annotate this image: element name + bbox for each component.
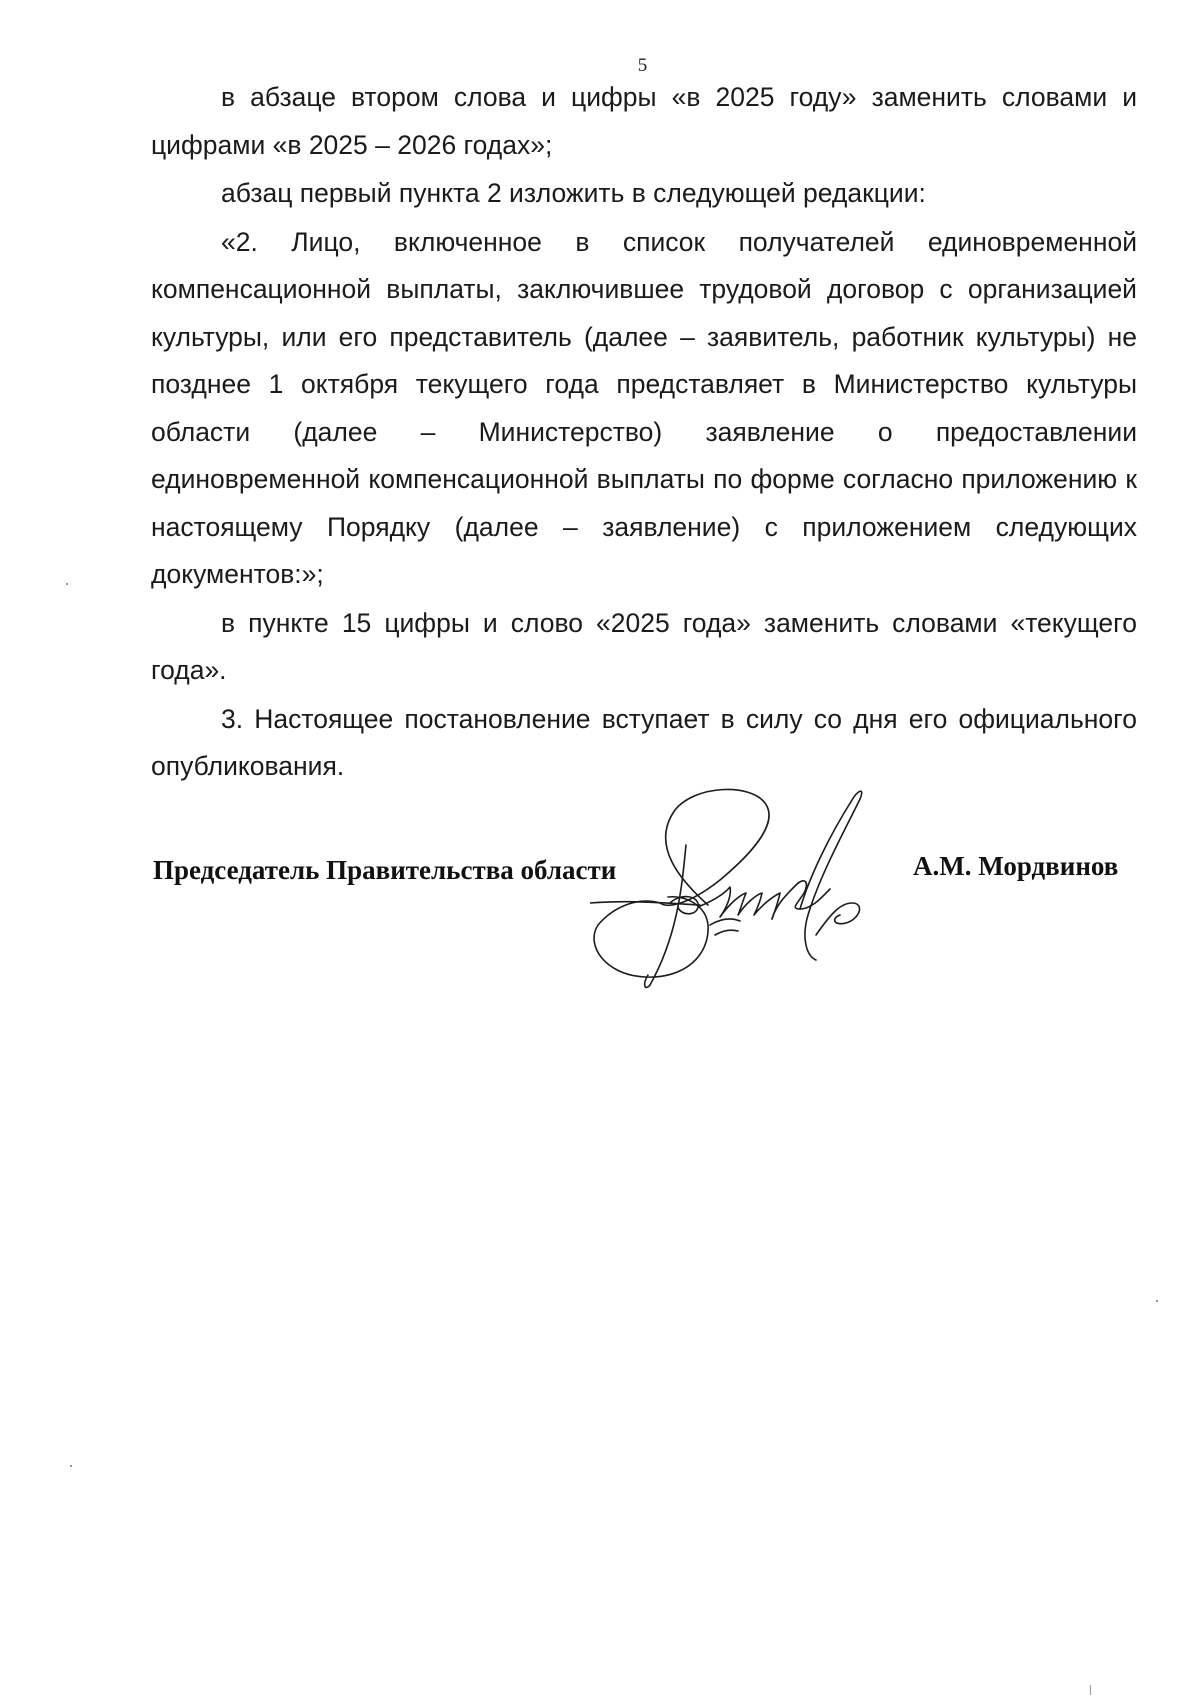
scan-mark	[1090, 1685, 1091, 1695]
handwritten-signature	[590, 785, 920, 995]
paragraph-4: в пункте 15 цифры и слово «2025 года» заменить словами «текущего года».	[151, 607, 1137, 685]
scan-mark	[1156, 1300, 1158, 1302]
scan-mark	[66, 583, 68, 585]
scan-mark	[70, 1465, 72, 1467]
signer-name: А.М. Мордвинов	[913, 851, 1119, 881]
page-number: 5	[637, 55, 648, 76]
paragraph-3: «2. Лицо, включенное в список получателей единовременной компенсационной выплаты, заключившее трудовой договор с организацией культуры, или его представитель (далее – заявитель, работник культуры) не позднее 1 октября текущего года представляет в Министерство культуры области (далее – Министерство) заявление о предоставлении единовременной компенсационной выплаты по форме согласно приложению к настоящему Порядку (далее – заявление) с приложением следующих документов:»;	[151, 226, 1137, 589]
paragraph-1: в абзаце втором слова и цифры «в 2025 году» заменить словами и цифрами «в 2025 – 2026 годах»;	[151, 82, 1137, 160]
document-body	[151, 74, 1137, 791]
paragraph-2: абзац первый пункта 2 изложить в следующей редакции:	[221, 178, 926, 208]
paragraph-5: 3. Настоящее постановление вступает в силу со дня его официального опубликования.	[151, 703, 1137, 781]
signer-position: Председатель Правительства области	[153, 855, 617, 885]
